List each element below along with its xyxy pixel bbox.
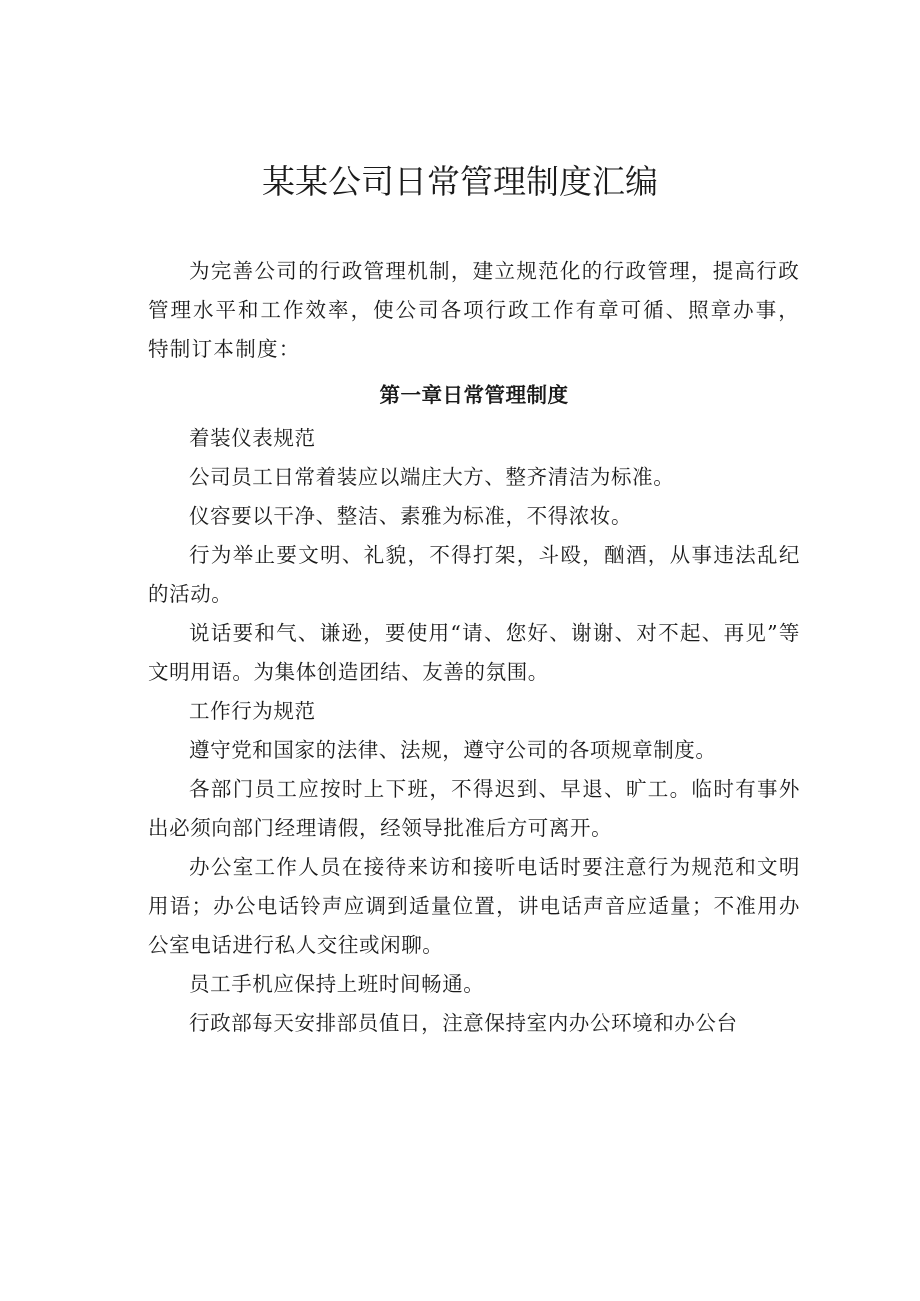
paragraph: 行政部每天安排部员值日，注意保持室内办公环境和办公台 <box>189 1011 738 1035</box>
document-title: 某某公司日常管理制度汇编 <box>262 162 658 201</box>
paragraph: 员工手机应保持上班时间畅通。 <box>189 972 485 996</box>
chapter-heading: 第一章日常管理制度 <box>379 383 569 407</box>
paragraph: 仪容要以干净、整洁、素雅为标准，不得浓妆。 <box>189 504 633 528</box>
paragraph: 办公室工作人员在接待来访和接听电话时要注意行为规范和文明用语；办公电话铃声应调到适量位置，讲电话声音应适量；不准用办公室电话进行私人交往或闲聊。 <box>148 855 800 957</box>
intro-paragraph: 为完善公司的行政管理机制，建立规范化的行政管理，提高行政管理水平和工作效率，使公司各项行政工作有章可循、照章办事，特制订本制度： <box>148 259 800 361</box>
document-body <box>148 252 800 1043</box>
section-heading: 工作行为规范 <box>189 699 316 723</box>
section-heading: 着装仪表规范 <box>189 426 316 450</box>
paragraph: 行为举止要文明、礼貌，不得打架，斗殴，酗酒，从事违法乱纪的活动。 <box>148 543 800 606</box>
paragraph: 遵守党和国家的法律、法规，遵守公司的各项规章制度。 <box>189 738 717 762</box>
paragraph: 说话要和气、谦逊，要使用“请、您好、谢谢、对不起、再见”等文明用语。为集体创造团结、友善的氛围。 <box>148 621 800 684</box>
paragraph: 各部门员工应按时上下班，不得迟到、早退、旷工。临时有事外出必须向部门经理请假，经领导批准后方可离开。 <box>148 777 800 840</box>
paragraph: 公司员工日常着装应以端庄大方、整齐清洁为标准。 <box>189 465 675 489</box>
